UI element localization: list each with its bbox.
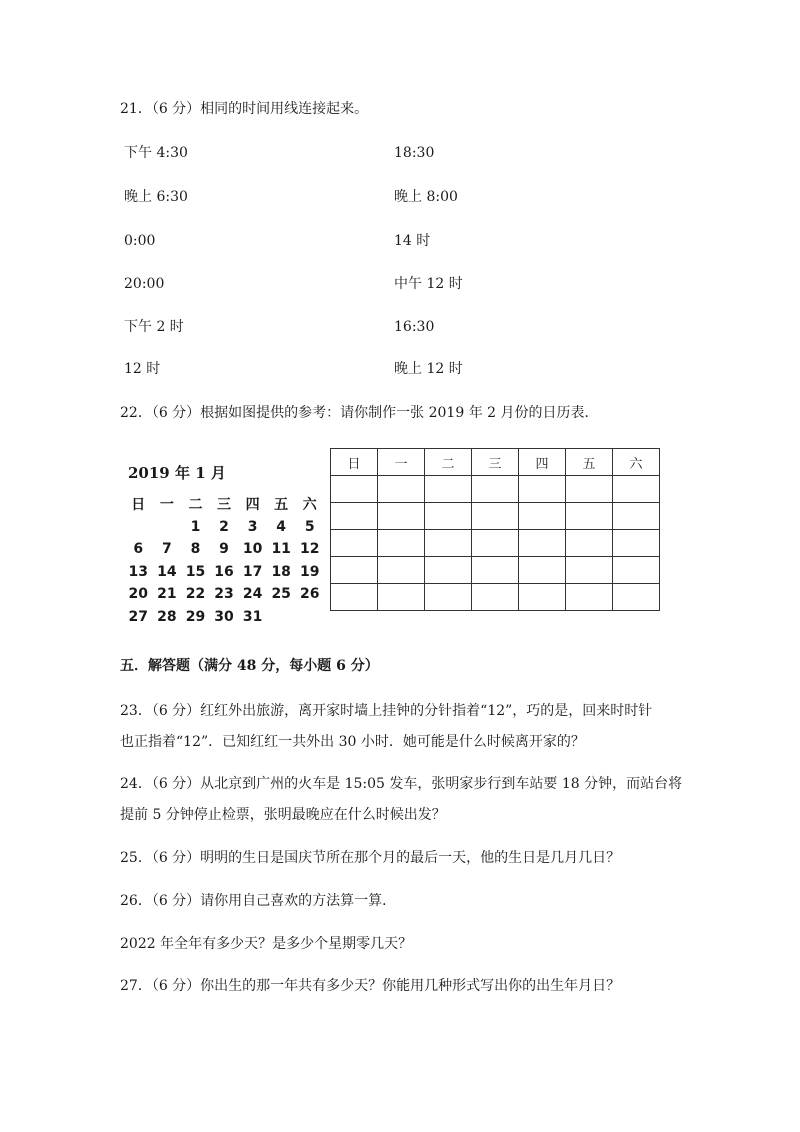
calendar-weekday: 二 xyxy=(188,497,203,514)
feb-weekday-header: 一 xyxy=(378,449,425,476)
feb-cell xyxy=(425,530,472,557)
feb-cell xyxy=(378,476,425,503)
calendar-day: 16 xyxy=(214,563,234,580)
calendar-day: 31 xyxy=(242,608,263,625)
feb-weekday-header: 二 xyxy=(425,449,472,476)
feb-cell xyxy=(378,584,425,611)
feb-cell xyxy=(613,530,660,557)
feb-cell xyxy=(472,530,519,557)
calendar-day: 14 xyxy=(157,563,177,580)
q24-line-2: 提前 5 分钟停止检票，张明最晚应在什么时候出发？ xyxy=(120,807,446,823)
calendar-day: 11 xyxy=(271,541,291,558)
calendar-day: 30 xyxy=(214,608,234,625)
calendar-day: 1 xyxy=(190,518,201,535)
q21-right-item: 18:30 xyxy=(394,145,435,161)
calendar-week-row xyxy=(124,538,324,561)
feb-cell xyxy=(425,476,472,503)
feb-cell xyxy=(331,503,378,530)
feb-cell xyxy=(331,584,378,611)
feb-cell xyxy=(425,503,472,530)
calendar-day: 15 xyxy=(185,563,206,580)
q26-line-2: 2022 年全年有多少天？是多少个星期零几天？ xyxy=(120,936,413,952)
feb-cell xyxy=(425,584,472,611)
q23-line-2: 也正指着“12”．已知红红一共外出 30 小时．她可能是什么时候离开家的？ xyxy=(120,734,585,750)
feb-cell xyxy=(472,476,519,503)
feb-cell xyxy=(566,476,613,503)
calendar-weekday: 一 xyxy=(159,497,174,514)
feb-cell xyxy=(472,584,519,611)
feb-cell xyxy=(519,503,566,530)
calendar-day: 8 xyxy=(190,541,201,558)
q22-title: 22．（6 分）根据如图提供的参考：请你制作一张 2019 年 2 月份的日历表． xyxy=(120,405,599,421)
feb-empty-row xyxy=(331,503,660,530)
calendar-day: 3 xyxy=(247,518,258,535)
feb-empty-row xyxy=(331,584,660,611)
calendar-day: 9 xyxy=(219,541,229,558)
feb-cell xyxy=(519,584,566,611)
feb-cell xyxy=(425,557,472,584)
feb-header-row xyxy=(331,449,660,476)
feb-weekday-header: 四 xyxy=(519,449,566,476)
q21-title: 21．（6 分）相同的时间用线连接起来。 xyxy=(120,101,369,117)
feb-cell xyxy=(472,503,519,530)
q21-right-item: 16:30 xyxy=(394,319,435,335)
calendar-day: 5 xyxy=(304,518,315,535)
q21-right-item: 14 时 xyxy=(394,233,431,249)
calendar-day: 26 xyxy=(300,586,320,603)
calendar-day: 24 xyxy=(242,586,263,603)
q24-line-1: 24．（6 分）从北京到广州的火车是 15:05 发车，张明家步行到车站要 18 分钟，而站台将 xyxy=(120,776,683,792)
feb-cell xyxy=(519,530,566,557)
feb-cell xyxy=(566,557,613,584)
feb-empty-row xyxy=(331,530,660,557)
calendar-day: 27 xyxy=(128,608,149,625)
feb-cell xyxy=(566,530,613,557)
calendar-day: 25 xyxy=(271,586,291,603)
feb-cell xyxy=(472,557,519,584)
feb-cell xyxy=(331,557,378,584)
calendar-day: 28 xyxy=(157,608,177,625)
feb-cell xyxy=(519,557,566,584)
feb-cell xyxy=(613,584,660,611)
calendar-weekday-row xyxy=(124,493,324,516)
calendar-day: 2 xyxy=(219,518,229,535)
q26-line-1: 26．（6 分）请你用自己喜欢的方法算一算． xyxy=(120,893,397,909)
q23-line-1: 23．（6 分）红红外出旅游，离开家时墙上挂钟的分针指着“12”，巧的是，回来时时针 xyxy=(120,703,653,719)
q21-left-item: 晚上 6:30 xyxy=(124,189,188,205)
feb-cell xyxy=(519,476,566,503)
calendar-weekday: 三 xyxy=(217,497,232,514)
calendar-day: 17 xyxy=(242,563,263,580)
calendar-day: 20 xyxy=(128,586,149,603)
feb-cell xyxy=(566,503,613,530)
feb-cell xyxy=(378,557,425,584)
feb-weekday-header: 六 xyxy=(613,449,660,476)
q21-left-item: 下午 4:30 xyxy=(124,145,188,161)
calendar-week-row xyxy=(124,561,324,584)
feb-weekday-header: 三 xyxy=(472,449,519,476)
feb-cell xyxy=(613,557,660,584)
calendar-day: 6 xyxy=(133,541,144,558)
feb-cell xyxy=(613,503,660,530)
section-5-title: 五．解答题（满分 48 分，每小题 6 分） xyxy=(120,658,379,674)
calendar-day: 12 xyxy=(300,541,320,558)
calendar-week-row xyxy=(124,583,324,606)
calendar-weekday: 六 xyxy=(302,497,317,514)
calendar-day: 22 xyxy=(185,586,206,603)
q21-left-item: 20:00 xyxy=(124,276,165,292)
calendar-day: 7 xyxy=(161,541,172,558)
feb-cell xyxy=(331,530,378,557)
feb-weekday-header: 日 xyxy=(331,449,378,476)
feb-empty-row xyxy=(331,557,660,584)
feb-cell xyxy=(378,503,425,530)
feb-cell xyxy=(613,476,660,503)
q21-left-item: 12 时 xyxy=(124,361,161,377)
calendar-day: 10 xyxy=(242,541,263,558)
calendar-day: 23 xyxy=(214,586,234,603)
calendar-title: 2019 年 1 月 xyxy=(128,464,226,482)
feb-cell xyxy=(378,530,425,557)
feb-cell xyxy=(566,584,613,611)
feb-empty-row xyxy=(331,476,660,503)
calendar-weekday: 日 xyxy=(131,497,146,514)
q21-left-item: 0:00 xyxy=(124,233,156,249)
calendar-day: 18 xyxy=(271,563,291,580)
calendar-day: 4 xyxy=(276,518,287,535)
q25-text: 25．（6 分）明明的生日是国庆节所在那个月的最后一天，他的生日是几月几日？ xyxy=(120,850,621,866)
calendar-day: 13 xyxy=(128,563,149,580)
feb-weekday-header: 五 xyxy=(566,449,613,476)
jan-2019-calendar xyxy=(124,462,324,628)
calendar-week-row xyxy=(124,606,324,629)
q21-right-item: 晚上 8:00 xyxy=(394,189,458,205)
calendar-week-row xyxy=(124,516,324,539)
feb-cell xyxy=(331,476,378,503)
calendar-day: 19 xyxy=(300,563,320,580)
q21-right-item: 晚上 12 时 xyxy=(394,361,463,377)
q21-right-item: 中午 12 时 xyxy=(394,276,463,292)
calendar-weekday: 五 xyxy=(274,497,289,514)
calendar-day: 29 xyxy=(185,608,206,625)
calendar-day: 21 xyxy=(157,586,177,603)
q21-left-item: 下午 2 时 xyxy=(124,319,184,335)
q27-text: 27．（6 分）你出生的那一年共有多少天？你能用几种形式写出你的出生年月日？ xyxy=(120,978,621,994)
calendar-weekday: 四 xyxy=(245,497,260,514)
feb-calendar-table xyxy=(330,448,660,611)
